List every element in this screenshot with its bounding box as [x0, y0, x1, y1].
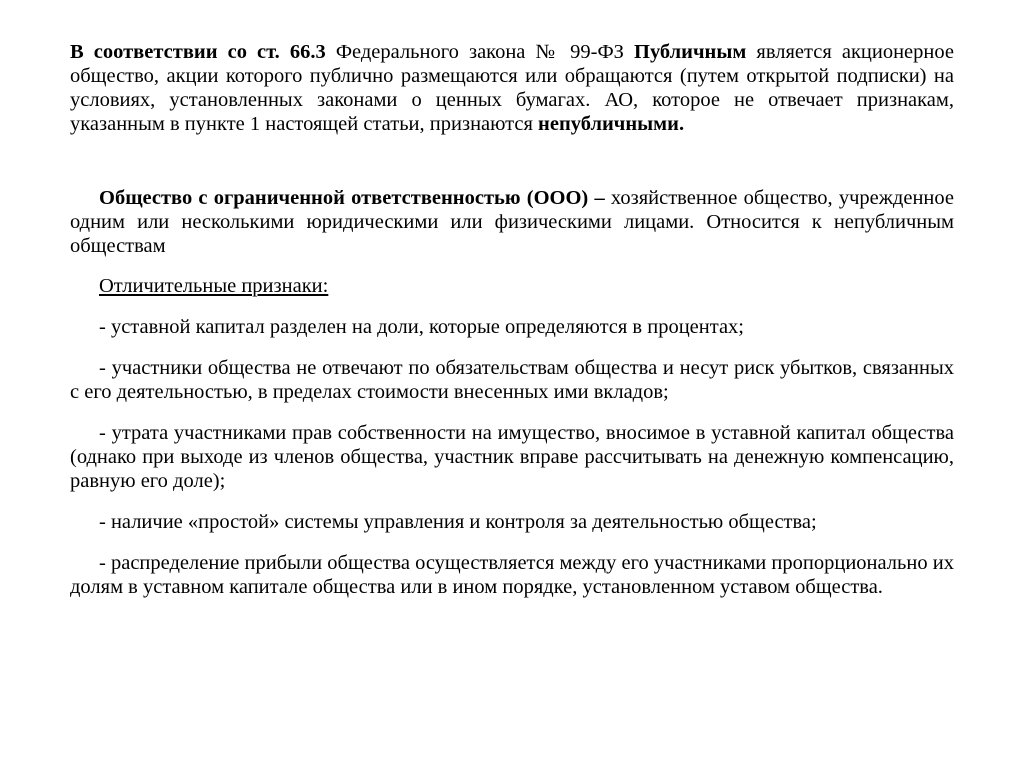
feature-item: - участники общества не отвечают по обязательствам общества и несут риск убытков, связанных с его деятельностью, в пределах стоимости внесенных ими вкладов;: [70, 357, 954, 403]
intro-text-1: Федерального закона № 99-ФЗ: [325, 41, 634, 63]
feature-item: - уставной капитал разделен на доли, которые определяются в процентах;: [99, 316, 744, 338]
intro-paragraph: [70, 40, 954, 136]
ooo-definition-paragraph: [70, 186, 954, 258]
article-reference: В соответствии со ст. 66.3: [70, 41, 326, 63]
document-page: [70, 40, 954, 599]
public-term: Публичным: [634, 41, 747, 63]
ooo-term: Общество с ограниченной ответственностью (ООО) –: [99, 187, 605, 209]
features-heading-text: Отличительные признаки:: [99, 275, 329, 297]
features-heading: [70, 274, 954, 298]
feature-item: - распределение прибыли общества осуществляется между его участниками пропорционально их долям в уставном капитале общества или в ином порядке, установленном уставом общества.: [70, 552, 954, 598]
intro-text-2: является акционерное общество, акции которого публично размещаются или обращаются (путем открытой подписки) на условиях, установленных законами о ценных бумагах. АО, которое не отвечает признакам, указанным в пункте 1 настоящей статьи, признаются: [70, 41, 954, 135]
ooo-definition: хозяйственное общество, учрежденное одним или несколькими юридическими или физическими лицами. Относится к непубличным обществам: [70, 187, 954, 257]
nonpublic-term: непубличными.: [538, 113, 685, 135]
feature-item: - наличие «простой» системы управления и контроля за деятельностью общества;: [99, 511, 817, 533]
feature-item: - утрата участниками прав собственности на имущество, вносимое в уставной капитал общества (однако при выходе из членов общества, участник вправе рассчитывать на денежную компенсацию, равную его доле);: [70, 422, 954, 492]
